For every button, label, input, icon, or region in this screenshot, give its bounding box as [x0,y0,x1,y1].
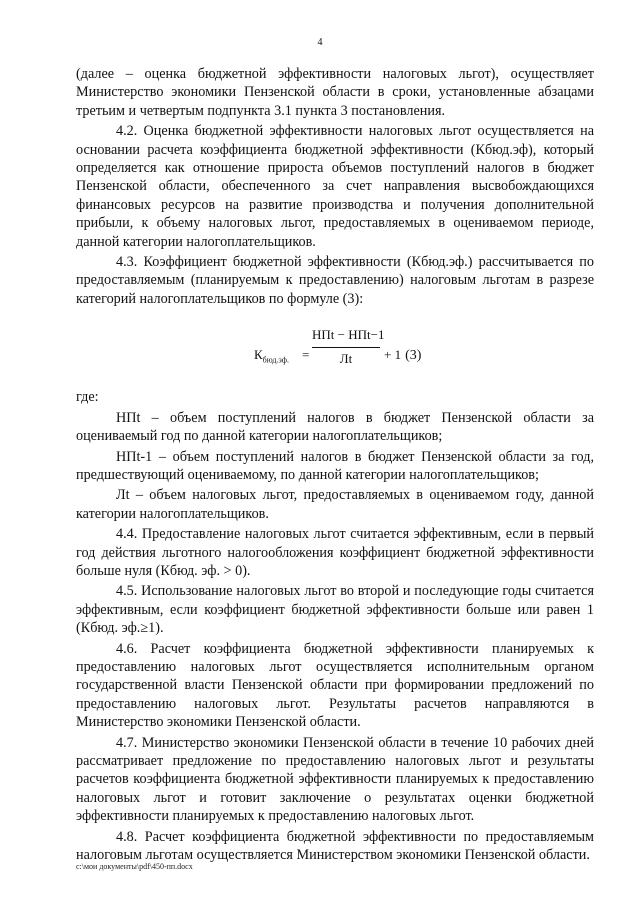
page-number: 4 [317,37,323,48]
formula-denominator: Лt [339,350,353,366]
formula-number: (3) [405,348,422,364]
definition-np-t: НПt – объем поступлений налогов в бюджет Пензенской области за оцениваемый год по данной категории налогоплательщиков; [76,409,594,445]
formula-tail: + 1 (3) [384,347,422,364]
formula-3 [76,326,594,384]
paragraph-4-2: 4.2. Оценка бюджетной эффективности налоговых льгот осуществляется на основании расчета коэффициента бюджетной эффективности (Кбюд.эф), который определяется как отношение прироста объемов поступлений налогов в бюджет Пензенской области, обеспеченного за счет направления высвобождающихся финансовых ресурсов на развитие производства и получения дополнительной прибыли, к объему налоговых льгот, предоставляемых в оцениваемом периоде, данной категории налогоплательщиков. [76,123,594,250]
paragraph-4-7: 4.7. Министерство экономики Пензенской области в течение 10 рабочих дней рассматривает предложение по предоставлению налоговых льгот и результаты расчетов коэффициента бюджетной эффективности планируемых к предоставлению налоговых льгот и готовит заключение о результатах оценки бюджетной эффективности планируемых к предоставлению налоговых льгот. [76,734,594,825]
formula-fraction [312,326,385,368]
definition-l-t: Лt – объем налоговых льгот, предоставляемых в оцениваемом году, данной категории налогоплательщиков. [76,487,594,522]
definition-np-t-1: НПt-1 – объем поступлений налогов в бюджет Пензенской области за год, предшествующий оцениваемому, по данной категории налогоплательщиков; [76,448,594,483]
file-path-footer: c:\мои документы\pdf\450-пп.docx [76,862,193,871]
paragraph-4-5: 4.5. Использование налоговых льгот во второй и последующие годы считается эффективным, если коэффициент бюджетной эффективности больше или равен 1 (Кбюд. эф.≥1). [76,583,594,637]
paragraph-continuation: (далее – оценка бюджетной эффективности налоговых льгот), осуществляет Министерство экономики Пензенской области в сроки, установленные абзацами третьим и четвертым подпункта 3.1 пункта 3 постановления. [76,66,594,119]
paragraph-4-3: 4.3. Коэффициент бюджетной эффективности (Кбюд.эф.) рассчитывается по предоставляемым (планируемым к предоставлению) налоговым льготам в разрезе категорий налогоплательщиков по формуле (3): [76,254,594,307]
paragraph-4-6: 4.6. Расчет коэффициента бюджетной эффективности планируемых к предоставлению налоговых льгот осуществляется исполнительным органом государственной власти Пензенской области при формировании предложений по предоставлению налоговых льгот. Результаты расчетов направляются в Министерство экономики Пензенской области. [76,640,594,731]
formula-equals: = [302,347,310,363]
formula-numerator: НПt − НПt−1 [312,326,380,347]
document-body [76,65,594,866]
formula-lhs: $К_{бюд.эф.}$ [254,347,289,365]
paragraph-4-8: 4.8. Расчет коэффициента бюджетной эффективности по предоставляемым налоговым льготам осуществляется Министерством экономики Пензенской области. [76,828,594,864]
where-label: где: [76,389,99,406]
paragraph-4-4: 4.4. Предоставление налоговых льгот считается эффективным, если в первый год действия льготного налогообложения коэффициент бюджетной эффективности больше нуля (Кбюд. эф. > 0). [76,526,594,579]
